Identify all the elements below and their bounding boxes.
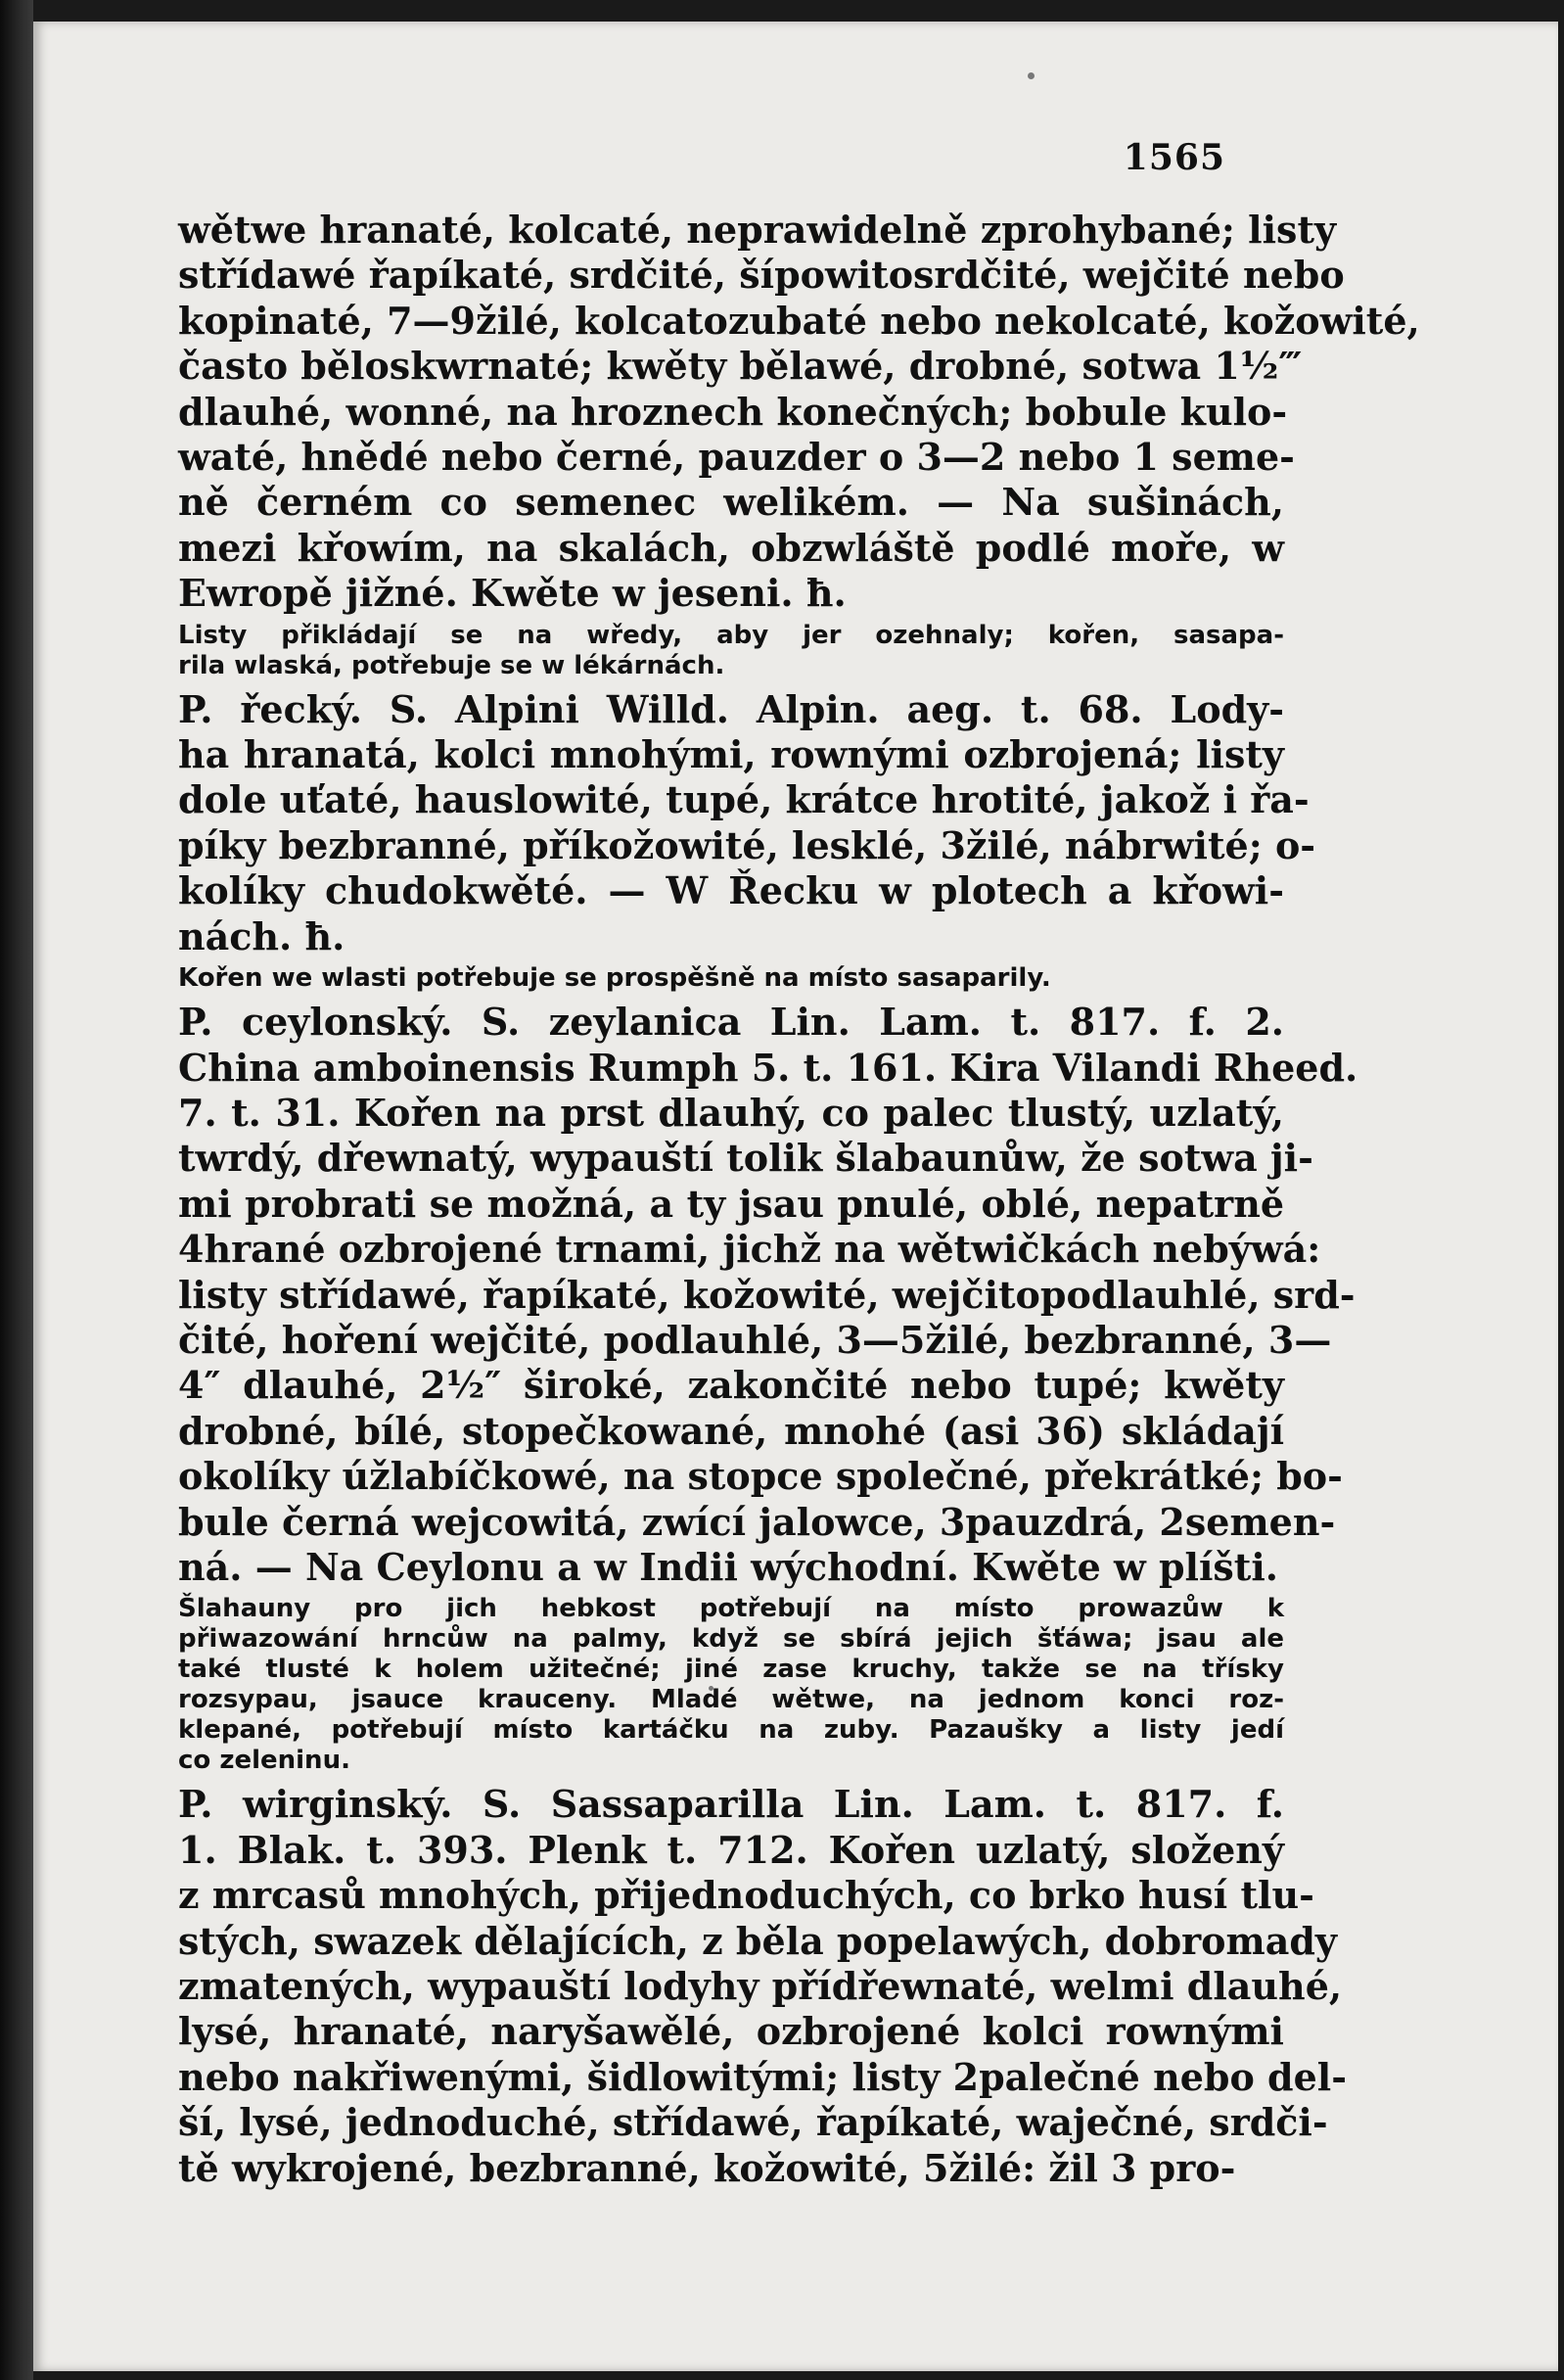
text-line: drobné, bílé, stopečkowané, mnohé (asi 36) skládají bbox=[178, 1408, 1284, 1453]
text-line: stých, swazek dělajících, z běla popelawých, dobromady bbox=[178, 1918, 1337, 1963]
text-line: Ewropě jižné. Kwěte w jeseni. ħ. bbox=[178, 571, 847, 616]
page-number: 1565 bbox=[1123, 137, 1225, 178]
text-line: dlauhé, wonné, na hroznech konečných; bobule kulo- bbox=[178, 389, 1288, 434]
text-line: z mrcasů mnohých, přijednoduchých, co brko husí tlu- bbox=[178, 1873, 1314, 1918]
text-line: dole uťaté, hauslowité, tupé, krátce hrotité, jakož i řa- bbox=[178, 777, 1310, 822]
text-line: často běloskwrnaté; kwěty bělawé, drobné, sotwa 1½‴ bbox=[178, 344, 1303, 389]
main-paragraph bbox=[178, 1782, 1347, 2191]
text-line: co zeleninu. bbox=[178, 1746, 350, 1776]
text-line: Listy přikládají se na wředy, aby jer ozehnaly; kořen, sasapa- bbox=[178, 620, 1284, 650]
footnote-paragraph bbox=[178, 621, 1284, 681]
main-paragraph bbox=[178, 1000, 1358, 1590]
text-line: P. řecký. S. Alpini Willd. Alpin. aeg. t. 68. Lody- bbox=[178, 686, 1284, 731]
book-binding-shadow bbox=[0, 0, 33, 2380]
page-body-text bbox=[178, 208, 1420, 2191]
text-line: bule černá wejcowitá, zwící jalowce, 3pauzdrá, 2semen- bbox=[178, 1499, 1336, 1544]
text-line: waté, hnědé nebo černé, pauzder o 3—2 nebo 1 seme- bbox=[178, 435, 1295, 480]
text-line: listy střídawé, řapíkaté, kožowité, wejčitopodlauhlé, srd- bbox=[178, 1272, 1356, 1317]
text-line: P. ceylonský. S. zeylanica Lin. Lam. t. 817. f. 2. bbox=[178, 1000, 1284, 1045]
text-line: twrdý, dřewnatý, wypauští tolik šlabaunůw, že sotwa ji- bbox=[178, 1136, 1313, 1181]
text-line: ha hranatá, kolci mnohými, rownými ozbrojená; listy bbox=[178, 732, 1284, 777]
text-line: Šlahauny pro jich hebkost potřebují na místo prowazůw k bbox=[178, 1594, 1284, 1624]
text-line: mi probrati se možná, a ty jsau pnulé, oblé, nepatrně bbox=[178, 1181, 1284, 1226]
main-paragraph bbox=[178, 208, 1420, 617]
text-line: 4hrané ozbrojené trnami, jichž na wětwičkách nebýwá: bbox=[178, 1227, 1321, 1272]
text-line: Kořen we wlasti potřebuje se prospěšně na místo sasaparily. bbox=[178, 963, 1051, 994]
text-line: wětwe hranaté, kolcaté, neprawidelně zprohybané; listy bbox=[178, 208, 1337, 252]
text-line: lysé, hranaté, naryšawělé, ozbrojené kolci rownými bbox=[178, 2009, 1284, 2054]
text-line: čité, hoření wejčité, podlauhlé, 3—5žilé, bezbranné, 3— bbox=[178, 1317, 1332, 1362]
text-line: střídawé řapíkaté, srdčité, šípowitosrdčité, wejčité nebo bbox=[178, 253, 1345, 298]
book-page bbox=[33, 22, 1558, 2371]
text-line: zmatených, wypauští lodyhy přídřewnaté, welmi dlauhé, bbox=[178, 1964, 1343, 2008]
text-line: také tlusté k holem užitečné; jiné zase kruchy, takže se na třísky bbox=[178, 1655, 1284, 1685]
text-line: 7. t. 31. Kořen na prst dlauhý, co palec tlustý, uzlatý, bbox=[178, 1090, 1284, 1135]
text-line: mezi křowím, na skalách, obzwláště podlé moře, w bbox=[178, 525, 1284, 570]
text-line: rozsypau, jsauce krauceny. Mladé wětwe, na jednom konci roz- bbox=[178, 1685, 1284, 1715]
text-line: píky bezbranné, příkožowité, lesklé, 3žilé, nábrwité; o- bbox=[178, 822, 1316, 867]
text-line: P. wirginský. S. Sassaparilla Lin. Lam. t. 817. f. bbox=[178, 1782, 1284, 1827]
main-paragraph bbox=[178, 686, 1316, 959]
text-line: China amboinensis Rumph 5. t. 161. Kira Vilandi Rheed. bbox=[178, 1045, 1358, 1090]
text-line: ně černém co semenec welikém. — Na sušinách, bbox=[178, 480, 1284, 525]
text-line: ší, lysé, jednoduché, střídawé, řapíkaté, waječné, srdči- bbox=[178, 2100, 1328, 2145]
text-line: 4″ dlauhé, 2½″ široké, zakončité nebo tupé; kwěty bbox=[178, 1363, 1284, 1408]
paper-speck bbox=[1028, 72, 1035, 79]
text-line: okolíky úžlabíčkowé, na stopce společné, překrátké; bo- bbox=[178, 1454, 1343, 1499]
text-line: nách. ħ. bbox=[178, 913, 345, 958]
text-line: tě wykrojené, bezbranné, kožowité, 5žilé: žil 3 pro- bbox=[178, 2145, 1236, 2190]
text-line: přiwazowání hrncůw na palmy, když se sbírá jejich šťáwa; jsau ale bbox=[178, 1624, 1284, 1655]
text-line: 1. Blak. t. 393. Plenk t. 712. Kořen uzlatý, složený bbox=[178, 1827, 1284, 1872]
text-line: rila wlaská, potřebuje se w lékárnách. bbox=[178, 650, 725, 680]
footnote-paragraph bbox=[178, 1594, 1284, 1776]
text-line: nebo nakřiwenými, šidlowitými; listy 2palečné nebo del- bbox=[178, 2054, 1347, 2099]
text-line: kolíky chudokwěté. — W Řecku w plotech a křowi- bbox=[178, 868, 1284, 913]
text-line: kopinaté, 7—9žilé, kolcatozubaté nebo nekolcaté, kožowité, bbox=[178, 298, 1420, 343]
text-line: klepané, potřebují místo kartáčku na zuby. Pazaušky a listy jedí bbox=[178, 1715, 1284, 1746]
footnote-paragraph bbox=[178, 963, 1284, 994]
text-line: ná. — Na Ceylonu a w Indii wýchodní. Kwěte w plíšti. bbox=[178, 1544, 1279, 1589]
